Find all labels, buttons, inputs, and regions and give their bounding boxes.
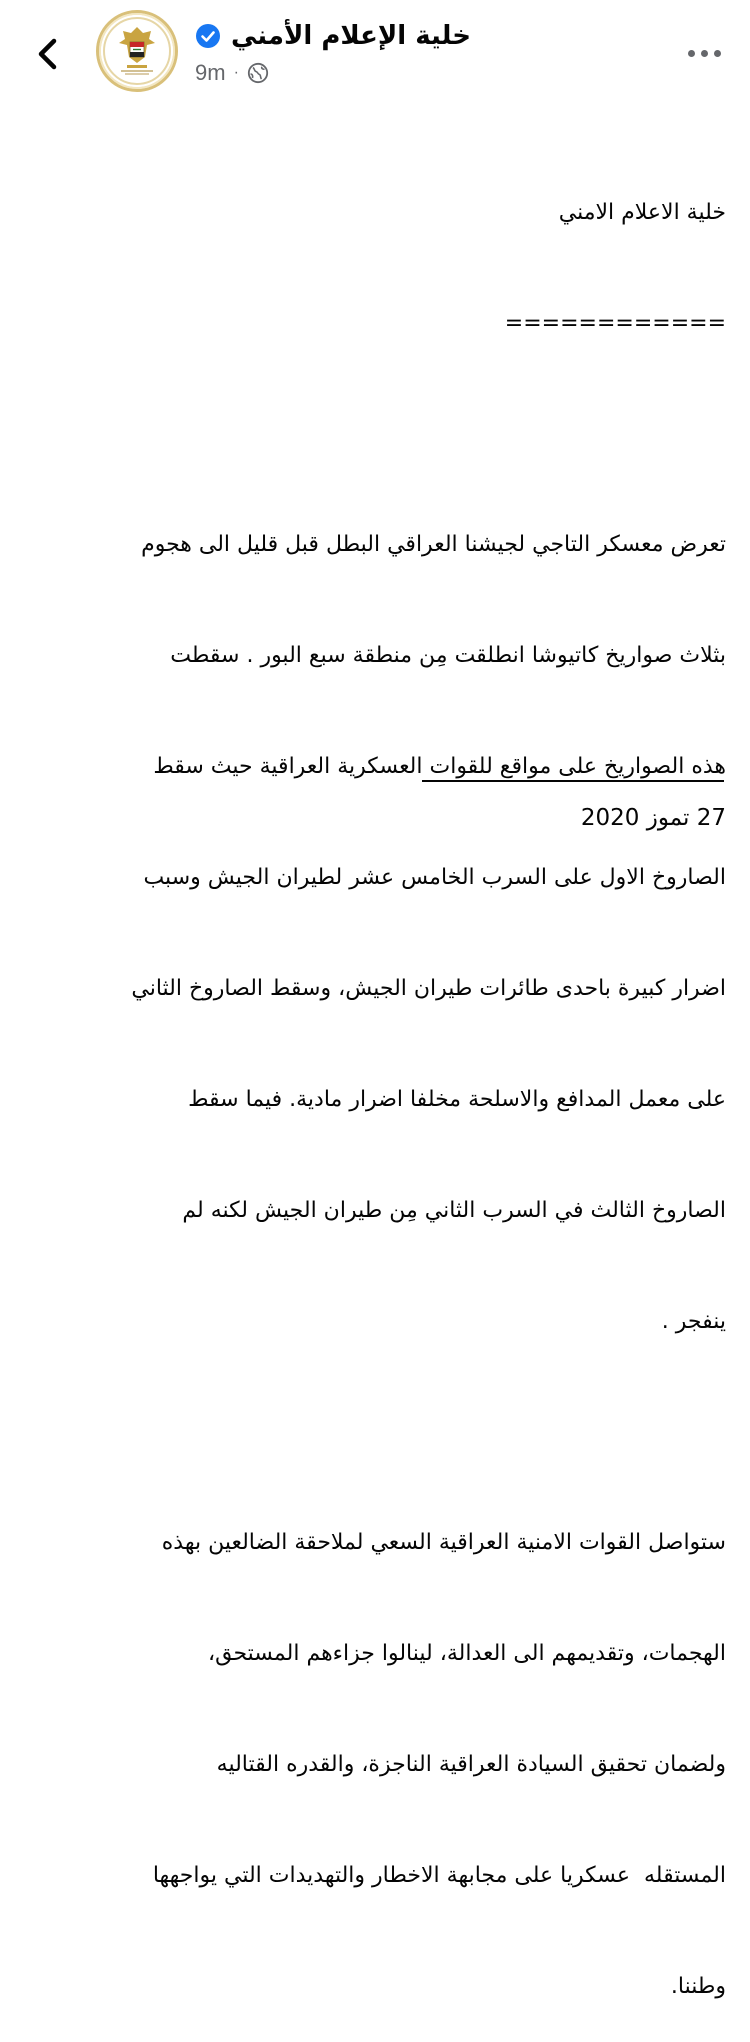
signature-rule bbox=[422, 780, 724, 782]
page-name[interactable]: خلية الإعلام الأمني bbox=[231, 21, 471, 51]
paragraph1-line: اضرار كبيرة باحدى طائرات طيران الجيش، وسقط الصاروخ الثاني bbox=[131, 976, 726, 1001]
page-name-row bbox=[195, 16, 471, 56]
meta-separator: · bbox=[233, 64, 239, 81]
post-date: 27 تموز 2020 bbox=[580, 805, 726, 831]
verified-badge-icon bbox=[195, 23, 221, 49]
iraqi-emblem-logo bbox=[99, 13, 175, 89]
chevron-left-icon bbox=[35, 37, 61, 71]
post-body bbox=[36, 120, 726, 2042]
paragraph2-line: ستواصل القوات الامنية العراقية السعي لملاحقة الضالعين بهذه bbox=[161, 1530, 726, 1555]
avatar[interactable] bbox=[96, 10, 178, 92]
paragraph1-line: هذه الصواريخ على مواقع للقوات العسكرية العراقية حيث سقط bbox=[153, 754, 726, 779]
post-title: خلية الاعلام الامني bbox=[558, 200, 726, 225]
paragraph1-line: ينفجر . bbox=[661, 1309, 726, 1334]
back-button[interactable] bbox=[26, 32, 70, 76]
paragraph2-line: وطننا. bbox=[670, 1974, 726, 1999]
more-dot bbox=[701, 50, 708, 57]
globe-icon[interactable] bbox=[247, 62, 269, 84]
paragraph1-line: الصاروخ الاول على السرب الخامس عشر لطيران الجيش وسبب bbox=[143, 865, 726, 890]
paragraph2-line: المستقله عسكريا على مجابهة الاخطار والتهديدات التي يواجهها bbox=[152, 1863, 726, 1888]
more-options-button[interactable] bbox=[680, 38, 728, 68]
post-timestamp[interactable]: 9m bbox=[195, 60, 226, 85]
post-divider: ============ bbox=[504, 311, 726, 336]
more-dot bbox=[714, 50, 721, 57]
paragraph2-line: ولضمان تحقيق السيادة العراقية الناجزة، والقدره القتاليه bbox=[216, 1752, 726, 1777]
paragraph1-line: الصاروخ الثالث في السرب الثاني مِن طيران الجيش لكنه لم bbox=[182, 1198, 726, 1223]
paragraph1-line: على معمل المدافع والاسلحة مخلفا اضرار مادية. فيما سقط bbox=[188, 1087, 726, 1112]
post-meta bbox=[195, 58, 269, 88]
paragraph1-line: بثلاث صواريخ كاتيوشا انطلقت مِن منطقة سبع البور . سقطت bbox=[170, 643, 726, 668]
paragraph2-line: الهجمات، وتقديمهم الى العدالة، لينالوا جزاءهم المستحق، bbox=[208, 1641, 726, 1666]
more-dot bbox=[688, 50, 695, 57]
paragraph1-line: تعرض معسكر التاجي لجيشنا العراقي البطل قبل قليل الى هجوم bbox=[141, 532, 726, 557]
post-header bbox=[0, 0, 750, 110]
